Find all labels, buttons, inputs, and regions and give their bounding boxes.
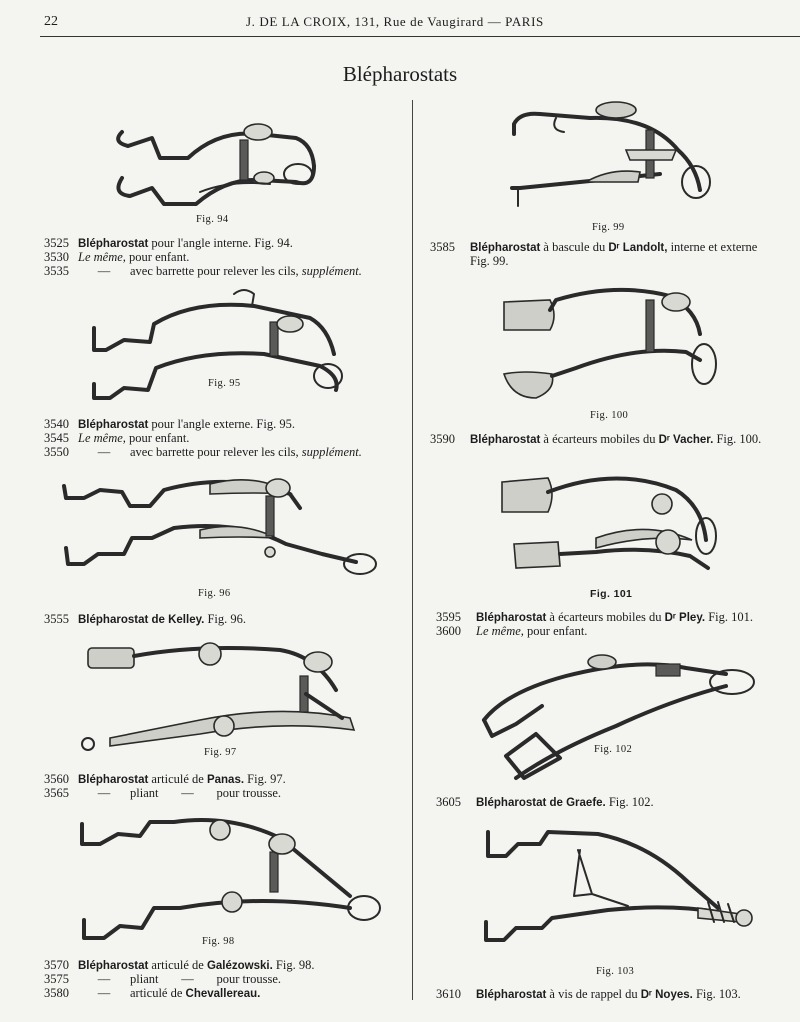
description: articulé de [148, 772, 207, 786]
variant-label: Le même, [78, 431, 126, 445]
catalog-number: 3535 [44, 264, 69, 278]
catalog-number: 3610 [436, 987, 461, 1001]
catalog-number: 3605 [436, 795, 461, 809]
variant-label: articulé de [130, 986, 186, 1000]
figure-ref: Fig. 100. [713, 432, 762, 446]
variant-label: Le même, [78, 250, 126, 264]
ditto-dash: — [97, 786, 111, 800]
ditto-dash: — [97, 264, 111, 278]
entry-3525 [44, 236, 293, 251]
catalog-number: 3600 [436, 624, 461, 638]
fig-95-caption: Fig. 95 [208, 378, 241, 389]
catalog-number: 3555 [44, 612, 69, 626]
description: pour trousse. [216, 786, 282, 800]
product-name: Blépharostat de Kelley. [78, 614, 205, 626]
fig-101-label: Fig. 101 [590, 588, 633, 600]
product-name: Blépharostat de Graefe. [476, 797, 606, 809]
entry-3580 [44, 986, 260, 1001]
fig-103-illustration [478, 822, 768, 962]
entry-3560 [44, 772, 286, 787]
supplement-label: supplément. [301, 445, 362, 459]
fig-100-caption: Fig. 100 [590, 410, 629, 421]
page-number: 22 [44, 14, 58, 29]
description-cont: interne et externe [667, 240, 758, 254]
variant-label: pliant [130, 786, 159, 800]
entry-3610 [436, 987, 741, 1002]
fig-94-illustration [100, 108, 340, 218]
description: à écarteurs mobiles du [546, 610, 665, 624]
inventor-name: Chevallereau. [185, 988, 261, 1000]
fig-99-caption: Fig. 99 [592, 222, 625, 233]
fig-103-caption: Fig. 103 [596, 966, 635, 977]
fig-101-caption [590, 588, 632, 600]
inventor-name: Galézowski. [206, 960, 273, 972]
catalog-number: 3585 [430, 240, 455, 254]
inventor-name: Panas. [206, 774, 245, 786]
entry-3540 [44, 417, 295, 432]
fig-97-caption: Fig. 97 [204, 747, 237, 758]
description: pour enfant. [523, 624, 588, 638]
product-name: Blépharostat [78, 238, 149, 250]
fig-99-illustration [500, 100, 720, 220]
inventor-name: Dʳ Landolt, [608, 242, 668, 254]
header-rule [40, 36, 800, 37]
entry-3600 [436, 624, 587, 638]
catalog-number: 3580 [44, 986, 69, 1000]
fig-98-illustration [70, 808, 380, 948]
fig-102-illustration [476, 646, 766, 786]
catalog-number: 3590 [430, 432, 455, 446]
figure-ref: Fig. 102. [605, 795, 654, 809]
description: pour enfant. [125, 431, 190, 445]
figure-ref: Fig. 101. [705, 610, 753, 624]
catalog-number: 3575 [44, 972, 69, 986]
catalog-number: 3540 [44, 417, 69, 431]
fig-98-caption: Fig. 98 [202, 936, 235, 947]
description: articulé de [148, 958, 207, 972]
product-name: Blépharostat [476, 612, 547, 624]
entry-3605 [436, 795, 654, 810]
ditto-dash: — [97, 972, 111, 986]
page-title: Blépharostats [342, 62, 458, 86]
fig-102-caption: Fig. 102 [594, 744, 633, 755]
fig-97-illustration [80, 634, 380, 754]
description: pour enfant. [125, 250, 190, 264]
figure-ref: Fig. 103. [692, 987, 741, 1001]
entry-3565 [44, 786, 281, 800]
fig-100-illustration [496, 280, 726, 406]
product-name: Blépharostat [78, 419, 149, 431]
catalog-number: 3565 [44, 786, 69, 800]
description: à vis de rappel du [546, 987, 641, 1001]
inventor-name: Dʳ Vacher. [658, 434, 714, 446]
entry-3550 [44, 445, 362, 459]
ditto-dash: — [181, 972, 194, 986]
ditto-dash: — [97, 445, 111, 459]
variant-label: Le même, [476, 624, 524, 638]
ditto-dash: — [97, 986, 111, 1000]
fig-101-illustration [496, 460, 726, 584]
product-name: Blépharostat [476, 989, 547, 1001]
description: Fig. 96. [204, 612, 247, 626]
variant-label: pliant [130, 972, 159, 986]
description: pour trousse. [216, 972, 282, 986]
catalog-number: 3545 [44, 431, 69, 445]
supplement-label: supplément. [301, 264, 362, 278]
catalog-number: 3550 [44, 445, 69, 459]
entry-3585-line2 [470, 254, 509, 268]
description: pour l'angle externe. Fig. 95. [148, 417, 295, 431]
catalog-number: 3525 [44, 236, 69, 250]
fig-94-caption: Fig. 94 [196, 214, 229, 225]
product-name: Blépharostat [78, 960, 149, 972]
description: pour l'angle interne. Fig. 94. [148, 236, 293, 250]
description: avec barrette pour relever les cils, [130, 264, 302, 278]
catalog-number: 3560 [44, 772, 69, 786]
entry-3570 [44, 958, 314, 973]
product-name: Blépharostat [470, 434, 541, 446]
entry-3530 [44, 250, 189, 264]
product-name: Blépharostat [470, 242, 541, 254]
fig-96-caption: Fig. 96 [198, 588, 231, 599]
column-divider [412, 100, 413, 1000]
entry-3535 [44, 264, 362, 278]
inventor-name: Dʳ Pley. [664, 612, 706, 624]
fig-96-illustration [60, 468, 380, 588]
figure-ref: Fig. 97. [244, 772, 286, 786]
catalog-number: 3595 [436, 610, 461, 624]
product-name: Blépharostat [78, 774, 149, 786]
description: à bascule du [540, 240, 609, 254]
figure-ref: Fig. 98. [272, 958, 315, 972]
entry-3575 [44, 972, 281, 986]
entry-3585 [430, 240, 757, 255]
figure-ref: Fig. 99. [470, 254, 509, 268]
entry-3595 [436, 610, 753, 625]
description: avec barrette pour relever les cils, [130, 445, 302, 459]
catalog-number: 3530 [44, 250, 69, 264]
catalog-number: 3570 [44, 958, 69, 972]
entry-3545 [44, 431, 189, 445]
page-header: J. DE LA CROIX, 131, Rue de Vaugirard — PARIS [246, 14, 544, 29]
inventor-name: Dʳ Noyes. [640, 989, 693, 1001]
ditto-dash: — [181, 786, 194, 800]
description: à écarteurs mobiles du [540, 432, 659, 446]
entry-3590 [430, 432, 761, 447]
entry-3555 [44, 612, 246, 627]
